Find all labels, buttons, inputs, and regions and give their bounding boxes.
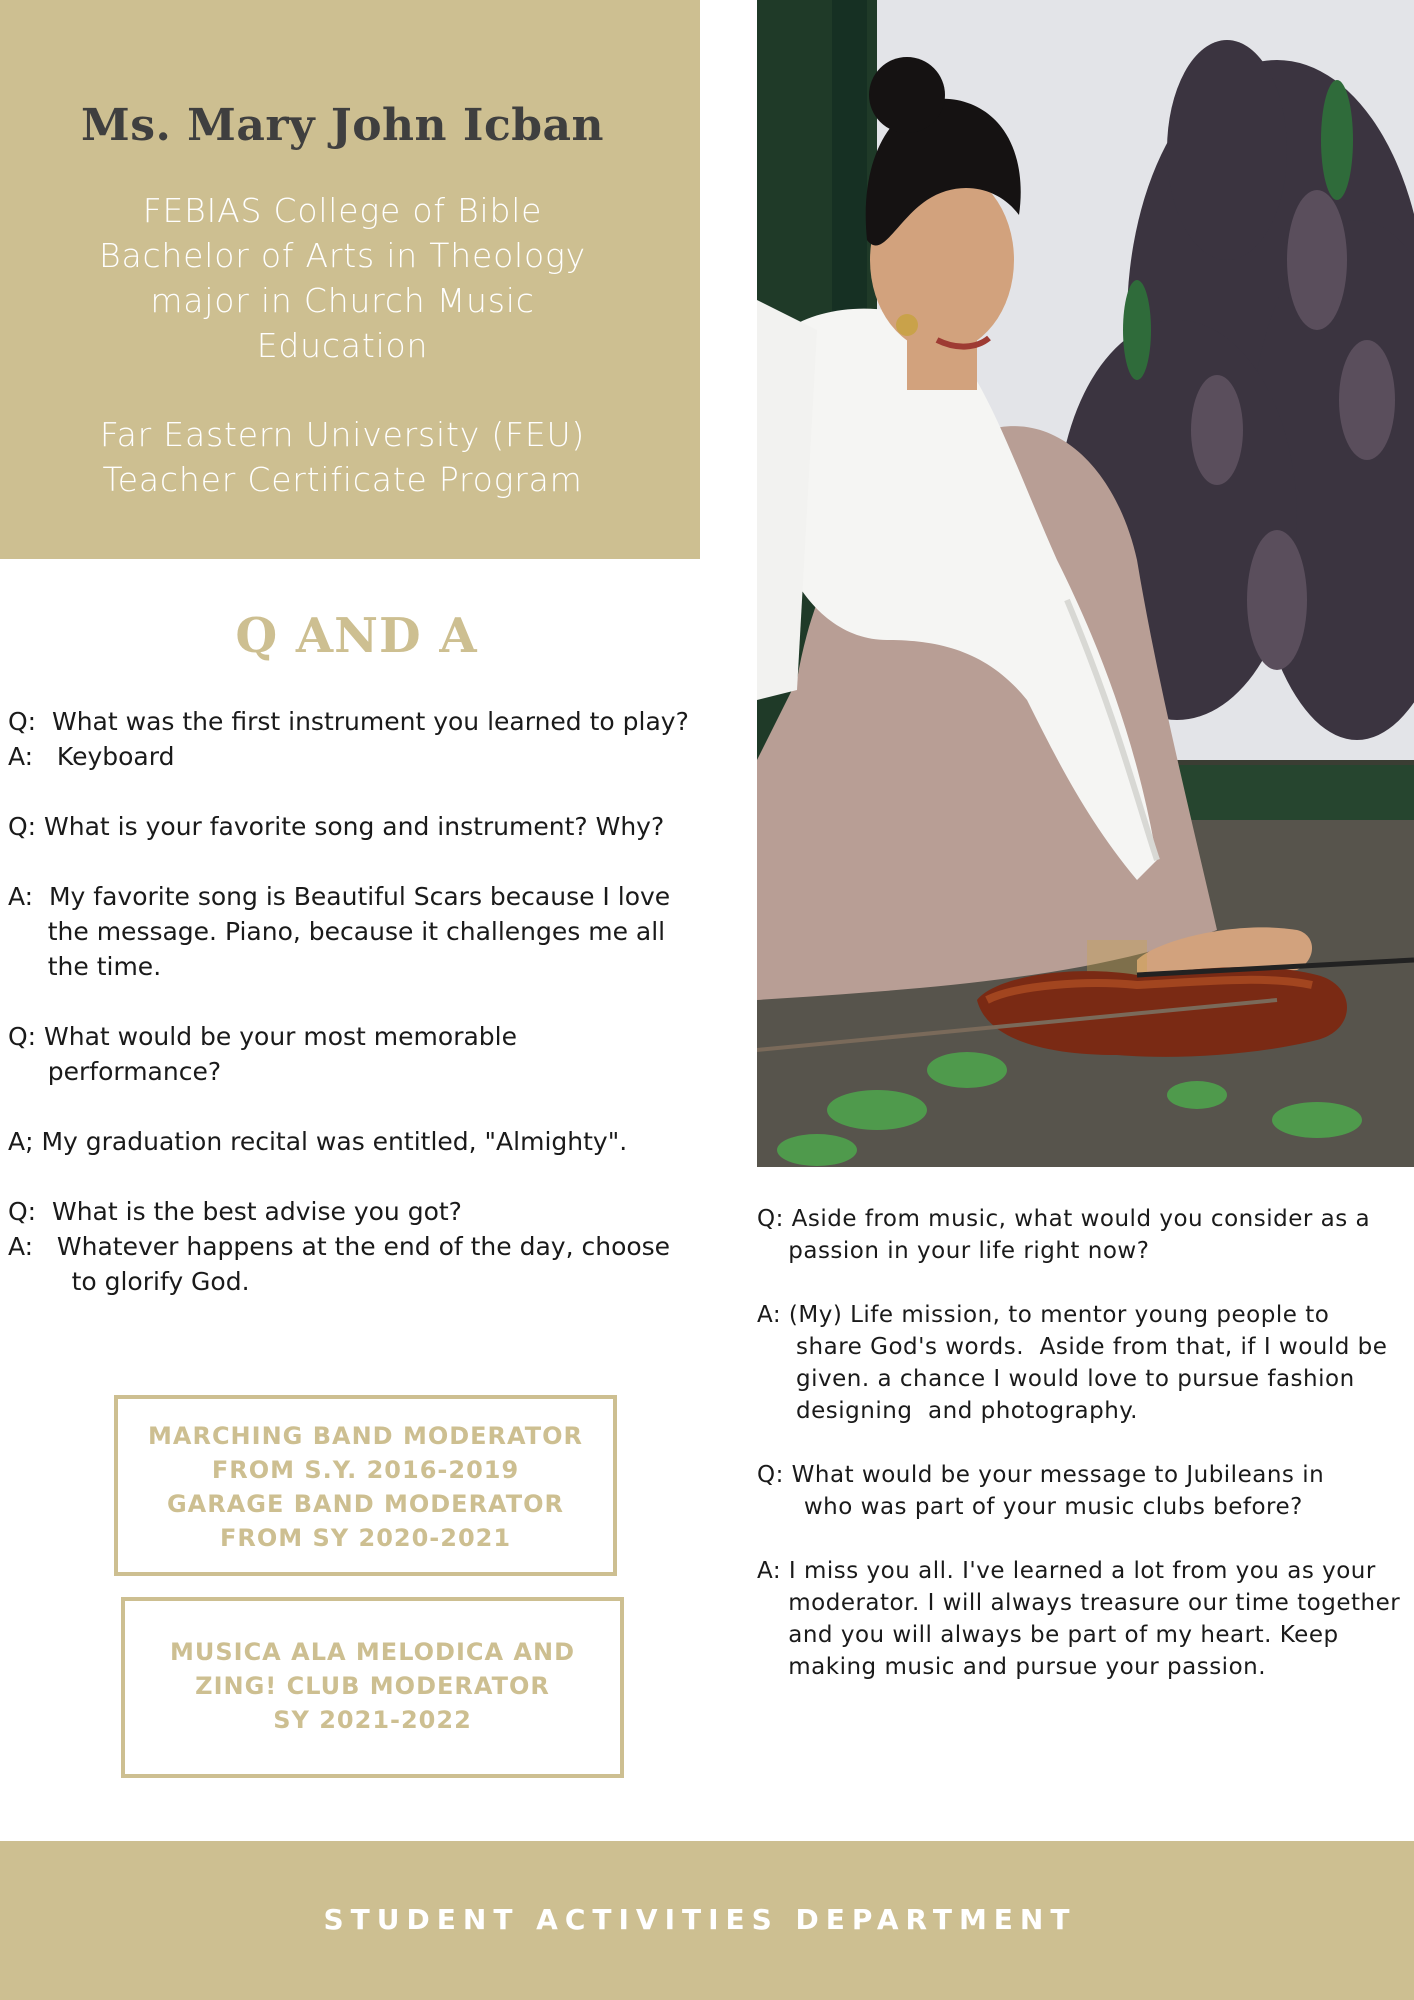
qa-line: A: (My) Life mission, to mentor young people to <box>757 1302 1330 1328</box>
qa-line: Q: What is the best advise you got? <box>8 1197 462 1226</box>
education-line: Teacher Certificate Program <box>102 460 583 499</box>
moderator-line: SY 2021-2022 <box>273 1706 472 1734</box>
qa-line: A; My graduation recital was entitled, "Almighty". <box>8 1127 628 1156</box>
qa-line: A: I miss you all. I've learned a lot from you as your <box>757 1558 1376 1584</box>
portrait-photo <box>757 0 1414 1167</box>
qa-line: Q: What would be your message to Jubileans in <box>757 1462 1325 1488</box>
qa-line: to glorify God. <box>8 1267 250 1296</box>
moderator-line: FROM S.Y. 2016-2019 <box>211 1456 520 1484</box>
education-line: Education <box>256 326 429 365</box>
education-line: major in Church Music <box>150 281 535 320</box>
footer-bar <box>0 1841 1414 2000</box>
qa-line: A: Whatever happens at the end of the day, choose <box>8 1232 671 1261</box>
teacher-name: Ms. Mary John Icban <box>81 100 604 151</box>
qa-line: passion in your life right now? <box>757 1238 1150 1264</box>
qa-right-column <box>757 1203 1407 1683</box>
qa-title: Q AND A <box>235 608 478 664</box>
moderator-line: GARAGE BAND MODERATOR <box>166 1490 565 1518</box>
qa-line: Q: What was the first instrument you learned to play? <box>8 707 689 736</box>
qa-line: share God's words. Aside from that, if I would be <box>757 1334 1388 1360</box>
education-line: Far Eastern University (FEU) <box>99 415 586 454</box>
qa-line: given. a chance I would love to pursue fashion <box>757 1366 1355 1392</box>
moderator-line: FROM SY 2020-2021 <box>219 1524 512 1552</box>
qa-line: moderator. I will always treasure our time together <box>757 1590 1401 1616</box>
qa-line: and you will always be part of my heart. Keep <box>757 1622 1339 1648</box>
education-febias <box>60 188 625 368</box>
qa-line: Q: Aside from music, what would you consider as a <box>757 1206 1371 1232</box>
qa-line: Q: What would be your most memorable <box>8 1022 517 1051</box>
education-line: FEBIAS College of Bible <box>142 191 543 230</box>
education-feu <box>60 412 625 502</box>
moderator-box-clubs <box>121 1597 624 1778</box>
moderator-box-bands <box>114 1395 617 1576</box>
moderator-line: ZING! CLUB MODERATOR <box>195 1672 550 1700</box>
moderator-line: MARCHING BAND MODERATOR <box>148 1422 583 1450</box>
qa-left-column <box>8 704 708 1299</box>
qa-line: designing and photography. <box>757 1398 1138 1424</box>
qa-line: A: My favorite song is Beautiful Scars because I love <box>8 882 671 911</box>
department-name: STUDENT ACTIVITIES DEPARTMENT <box>323 1903 1077 1936</box>
qa-line: making music and pursue your passion. <box>757 1654 1267 1680</box>
education-line: Bachelor of Arts in Theology <box>99 236 586 275</box>
qa-line: A: Keyboard <box>8 742 175 771</box>
qa-line: Q: What is your favorite song and instrument? Why? <box>8 812 665 841</box>
moderator-line: MUSICA ALA MELODICA AND <box>169 1638 576 1666</box>
qa-line: the time. <box>8 952 162 981</box>
qa-line: who was part of your music clubs before? <box>757 1494 1303 1520</box>
qa-line: the message. Piano, because it challenges me all <box>8 917 666 946</box>
qa-line: performance? <box>8 1057 222 1086</box>
